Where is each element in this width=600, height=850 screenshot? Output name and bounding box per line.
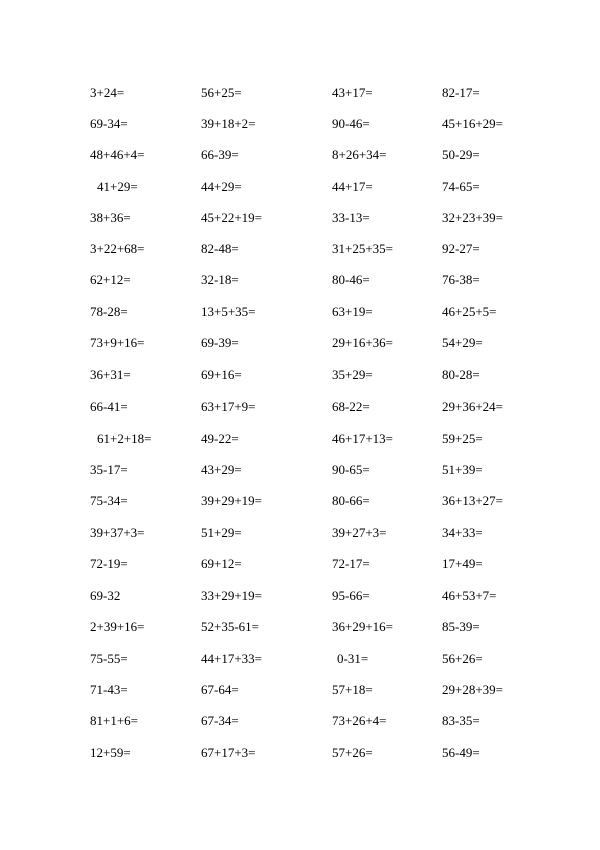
math-problem: 51+39= xyxy=(442,462,483,477)
math-problem: 57+18= xyxy=(332,682,373,697)
math-problem: 69-34= xyxy=(90,116,128,131)
math-problem: 56-49= xyxy=(442,745,480,760)
worksheet-row xyxy=(0,83,600,103)
math-problem: 50-29= xyxy=(442,147,480,162)
math-problem: 74-65= xyxy=(442,179,480,194)
worksheet-row xyxy=(0,145,600,165)
math-problem: 54+29= xyxy=(442,335,483,350)
worksheet-row xyxy=(0,177,600,197)
math-problem: 69-32 xyxy=(90,588,121,603)
math-problem: 92-27= xyxy=(442,241,480,256)
math-problem: 35+29= xyxy=(332,367,373,382)
math-problem: 48+46+4= xyxy=(90,147,145,162)
math-problem: 46+25+5= xyxy=(442,304,497,319)
math-problem: 44+29= xyxy=(201,179,242,194)
math-problem: 66-39= xyxy=(201,147,239,162)
math-problem: 44+17= xyxy=(332,179,373,194)
worksheet-row xyxy=(0,460,600,480)
math-problem: 82-17= xyxy=(442,85,480,100)
math-problem: 78-28= xyxy=(90,304,128,319)
math-problem: 62+12= xyxy=(90,272,131,287)
math-problem: 80-66= xyxy=(332,493,370,508)
math-problem: 39+29+19= xyxy=(201,493,262,508)
math-problem: 3+24= xyxy=(90,85,125,100)
math-problem: 69+12= xyxy=(201,556,242,571)
math-problem: 80-28= xyxy=(442,367,480,382)
math-problem: 8+26+34= xyxy=(332,147,387,162)
math-problem: 63+19= xyxy=(332,304,373,319)
math-problem: 34+33= xyxy=(442,525,483,540)
math-problem: 2+39+16= xyxy=(90,619,145,634)
worksheet-row xyxy=(0,491,600,511)
worksheet-row xyxy=(0,270,600,290)
math-problem: 67-64= xyxy=(201,682,239,697)
math-problem: 29+36+24= xyxy=(442,399,503,414)
math-problem: 83-35= xyxy=(442,713,480,728)
worksheet-row xyxy=(0,523,600,543)
math-problem: 43+17= xyxy=(332,85,373,100)
math-problem: 95-66= xyxy=(332,588,370,603)
worksheet-row xyxy=(0,617,600,637)
math-problem: 29+28+39= xyxy=(442,682,503,697)
math-problem: 72-17= xyxy=(332,556,370,571)
worksheet-row xyxy=(0,586,600,606)
worksheet-row xyxy=(0,649,600,669)
math-problem: 32-18= xyxy=(201,272,239,287)
math-problem: 41+29= xyxy=(97,179,138,194)
math-problem: 52+35-61= xyxy=(201,619,259,634)
math-problem: 69-39= xyxy=(201,335,239,350)
worksheet-row xyxy=(0,680,600,700)
math-problem: 31+25+35= xyxy=(332,241,393,256)
math-problem: 35-17= xyxy=(90,462,128,477)
math-problem: 0-31= xyxy=(337,651,369,666)
math-problem: 66-41= xyxy=(90,399,128,414)
worksheet-row xyxy=(0,114,600,134)
math-problem: 73+9+16= xyxy=(90,335,145,350)
math-problem: 45+22+19= xyxy=(201,210,262,225)
worksheet-row xyxy=(0,554,600,574)
math-problem: 3+22+68= xyxy=(90,241,145,256)
math-problem: 56+26= xyxy=(442,651,483,666)
math-problem: 67-34= xyxy=(201,713,239,728)
math-problem: 73+26+4= xyxy=(332,713,387,728)
worksheet-row xyxy=(0,302,600,322)
math-problem: 56+25= xyxy=(201,85,242,100)
math-problem: 85-39= xyxy=(442,619,480,634)
math-problem: 61+2+18= xyxy=(97,431,152,446)
math-problem: 29+16+36= xyxy=(332,335,393,350)
worksheet-row xyxy=(0,711,600,731)
math-problem: 36+13+27= xyxy=(442,493,503,508)
math-problem: 39+18+2= xyxy=(201,116,256,131)
math-problem: 81+1+6= xyxy=(90,713,138,728)
math-problem: 39+37+3= xyxy=(90,525,145,540)
math-problem: 12+59= xyxy=(90,745,131,760)
math-problem: 80-46= xyxy=(332,272,370,287)
worksheet-row xyxy=(0,397,600,417)
math-problem: 17+49= xyxy=(442,556,483,571)
math-problem: 36+29+16= xyxy=(332,619,393,634)
math-problem: 59+25= xyxy=(442,431,483,446)
math-problem: 45+16+29= xyxy=(442,116,503,131)
math-problem: 63+17+9= xyxy=(201,399,256,414)
math-problem: 71-43= xyxy=(90,682,128,697)
math-problem: 82-48= xyxy=(201,241,239,256)
math-problem: 46+17+13= xyxy=(332,431,393,446)
worksheet-row xyxy=(0,365,600,385)
math-problem: 13+5+35= xyxy=(201,304,256,319)
math-problem: 38+36= xyxy=(90,210,131,225)
math-problem: 68-22= xyxy=(332,399,370,414)
math-problem: 32+23+39= xyxy=(442,210,503,225)
math-problem: 72-19= xyxy=(90,556,128,571)
worksheet-row xyxy=(0,429,600,449)
worksheet-row xyxy=(0,208,600,228)
math-problem: 51+29= xyxy=(201,525,242,540)
math-problem: 67+17+3= xyxy=(201,745,256,760)
worksheet-row xyxy=(0,333,600,353)
math-problem: 33-13= xyxy=(332,210,370,225)
math-problem: 36+31= xyxy=(90,367,131,382)
math-problem: 33+29+19= xyxy=(201,588,262,603)
math-problem: 69+16= xyxy=(201,367,242,382)
worksheet-row xyxy=(0,239,600,259)
math-problem: 90-46= xyxy=(332,116,370,131)
math-problem: 46+53+7= xyxy=(442,588,497,603)
math-problem: 43+29= xyxy=(201,462,242,477)
math-problem: 75-55= xyxy=(90,651,128,666)
math-problem: 39+27+3= xyxy=(332,525,387,540)
math-problem: 75-34= xyxy=(90,493,128,508)
worksheet-row xyxy=(0,743,600,763)
math-problem: 44+17+33= xyxy=(201,651,262,666)
math-problem: 57+26= xyxy=(332,745,373,760)
math-problem: 76-38= xyxy=(442,272,480,287)
math-problem: 49-22= xyxy=(201,431,239,446)
math-problem: 90-65= xyxy=(332,462,370,477)
